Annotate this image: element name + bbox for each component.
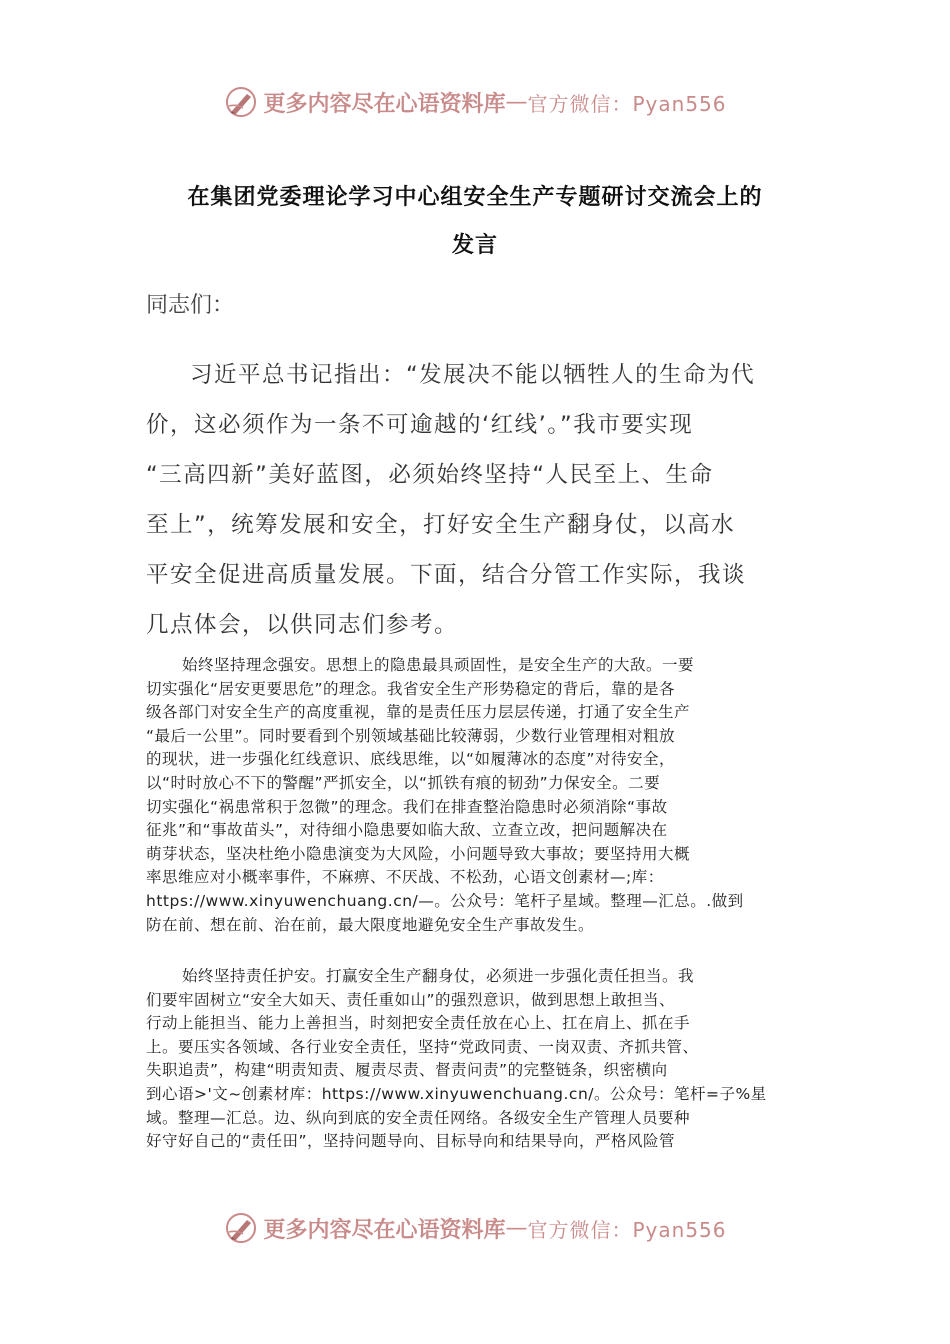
paragraph-line: 失职追责”，构建“明责知责、履责尽责、督责问责”的完整链条，织密横向 <box>146 1061 668 1080</box>
paragraph-line: 征兆”和“事故苗头”，对待细小隐患要如临大敌、立查立改，把问题解决在 <box>146 821 668 840</box>
paragraph-line: 以“时时放心不下的警醒”严抓安全，以“抓铁有痕的韧劲”力保安全。二要 <box>146 773 661 792</box>
banner-wechat-text: 官方微信：Pyan556 <box>527 91 727 116</box>
banner-wechat-text: 官方微信：Pyan556 <box>527 1217 727 1242</box>
intro-line: 几点体会，以供同志们参考。 <box>146 612 459 638</box>
body-paragraph-1 <box>146 654 811 937</box>
paragraph-line: 切实强化“祸患常积于忽微”的理念。我们在排查整治隐患时必须消除“事故 <box>146 797 668 816</box>
pen-logo-icon <box>223 1210 259 1246</box>
intro-line: 平安全促进高质量发展。下面，结合分管工作实际，我谈 <box>146 562 747 588</box>
paragraph-line: 率思维应对小概率事件，不麻痹、不厌战、不松劲，心语文创素材—;库： <box>146 868 664 887</box>
intro-line: 价，这必须作为一条不可逾越的‘红线’。”我市要实现 <box>146 412 694 438</box>
banner-dash: — <box>505 89 528 115</box>
greeting: 同志们： <box>146 293 235 318</box>
footer-watermark-banner <box>0 1208 950 1248</box>
paragraph-line: 行动上能担当、能力上善担当，时刻把安全责任放在心上、扛在肩上、抓在手 <box>146 1014 691 1033</box>
paragraph-line: 防在前、想在前、治在前，最大限度地避免安全生产事故发生。 <box>146 915 595 934</box>
paragraph-line: 到心语>'文~创素材库：https://www.xinyuwenchuang.cn/。公众号：笔杆=子%星 <box>146 1084 767 1103</box>
paragraph-line: 好守好自己的“责任田”，坚持问题导向、目标导向和结果导向，严格风险管 <box>146 1132 676 1151</box>
document-title-line-2: 发言 <box>451 233 498 258</box>
intro-paragraph <box>146 350 806 650</box>
paragraph-line: 萌芽状态，坚决杜绝小隐患演变为大风险，小问题导致大事故；要坚持用大概 <box>146 844 691 863</box>
paragraph-line: 始终坚持理念强安。思想上的隐患最具顽固性，是安全生产的大敌。一要 <box>182 656 695 674</box>
paragraph-line: 们要牢固树立“安全大如天、责任重如山”的强烈意识，做到思想上敢担当、 <box>146 990 676 1009</box>
paragraph-line: https://www.xinyuwenchuang.cn/—。公众号：笔杆子星域。整理—汇总。.做到 <box>146 891 744 910</box>
intro-line: 至上”，统筹发展和安全，打好安全生产翻身仗，以高水 <box>146 512 736 538</box>
paragraph-line: 上。要压实各领域、各行业安全责任，坚持“党政同责、一岗双责、齐抓共管、 <box>146 1037 699 1056</box>
pen-logo-icon <box>223 84 259 120</box>
banner-site-text: 更多内容尽在心语资料库 <box>263 1216 506 1243</box>
document-title-line-1: 在集团党委理论学习中心组安全生产专题研讨交流会上的 <box>187 185 763 210</box>
banner-site-text: 更多内容尽在心语资料库 <box>263 90 506 117</box>
intro-line: “三高四新”美好蓝图，必须始终坚持“人民至上、生命 <box>146 462 714 488</box>
paragraph-line: 的现状，进一步强化红线意识、底线思维，以“如履薄冰的态度”对待安全， <box>146 750 676 769</box>
body-paragraph-2 <box>146 965 811 1154</box>
header-watermark-banner <box>0 82 950 122</box>
paragraph-line: “最后一公里”。同时要看到个别领域基础比较薄弱，少数行业管理相对粗放 <box>146 726 676 745</box>
paragraph-line: 切实强化“居安更要思危”的理念。我省安全生产形势稳定的背后，靠的是各 <box>146 679 676 698</box>
intro-line: 习近平总书记指出：“发展决不能以牺牲人的生命为代 <box>190 362 756 388</box>
paragraph-line: 域。整理—汇总。边、纵向到底的安全责任网络。各级安全生产管理人员要种 <box>146 1108 691 1127</box>
paragraph-line: 始终坚持责任护安。打赢安全生产翻身仗，必须进一步强化责任担当。我 <box>182 967 695 985</box>
banner-dash: — <box>505 1215 528 1241</box>
paragraph-line: 级各部门对安全生产的高度重视，靠的是责任压力层层传递，打通了安全生产 <box>146 703 691 722</box>
